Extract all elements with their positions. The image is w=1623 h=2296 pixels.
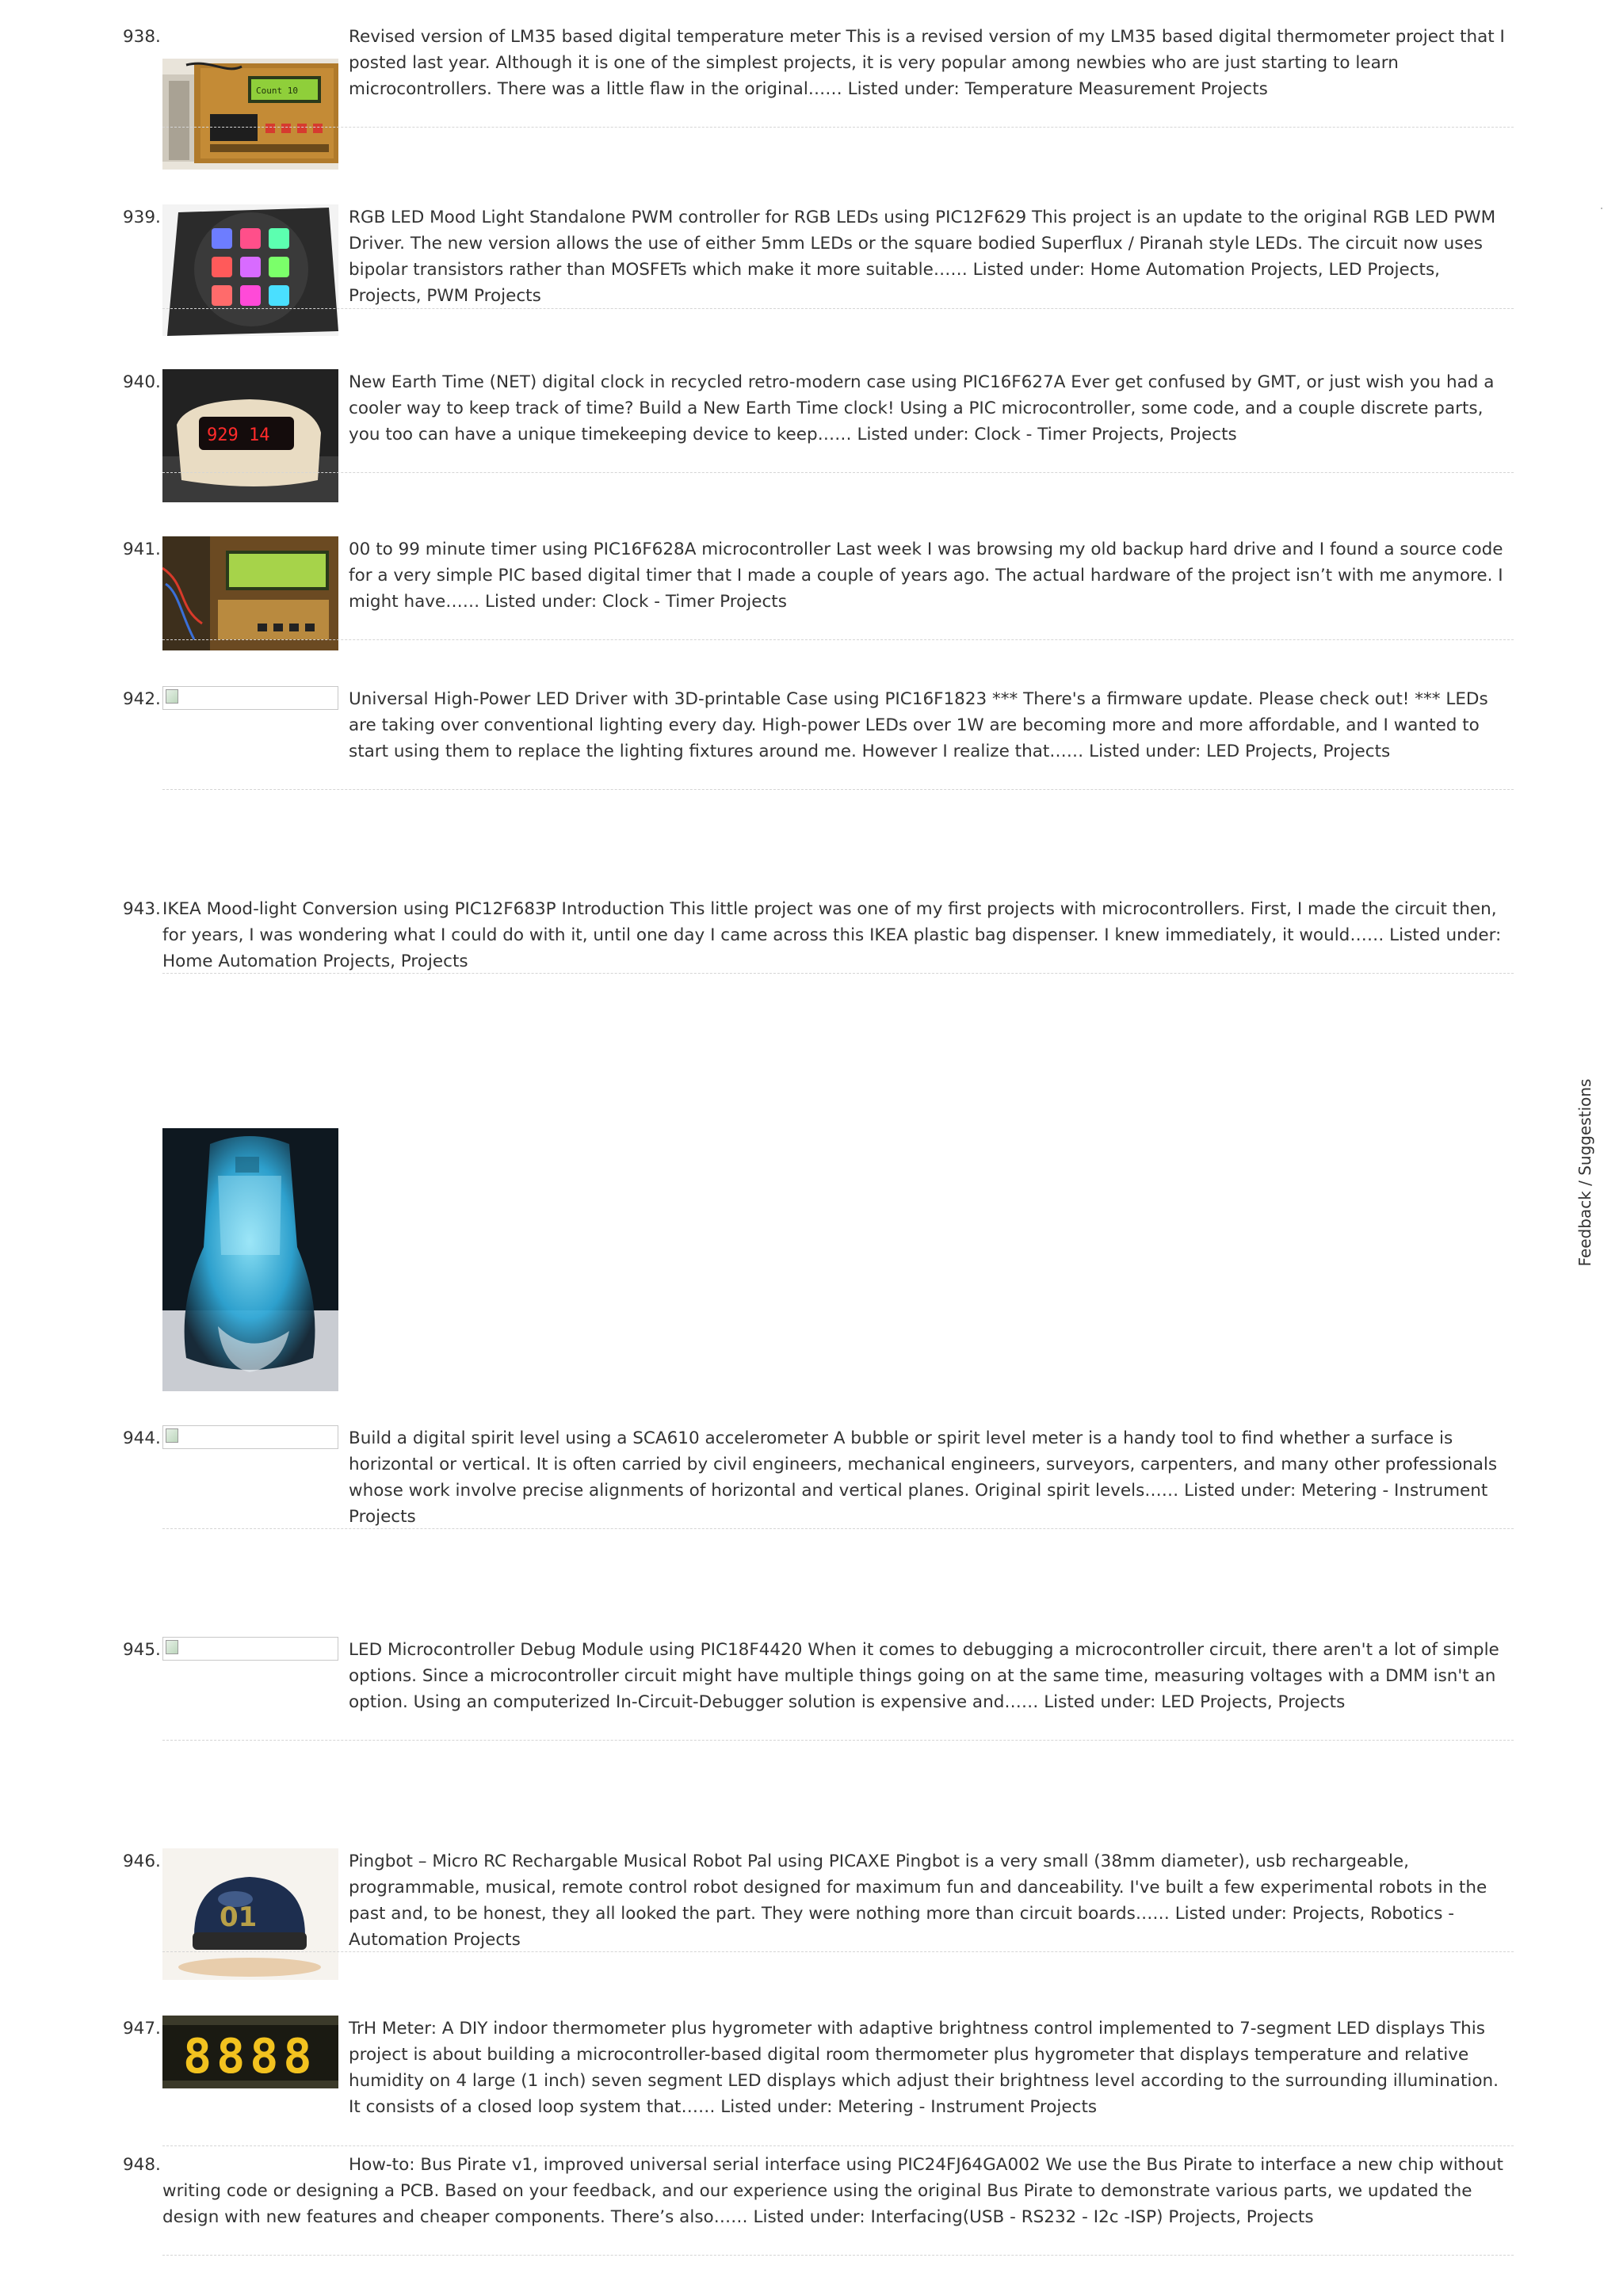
item-separator (162, 639, 1514, 640)
item-description[interactable]: New Earth Time (NET) digital clock in recycled retro-modern case using PIC16F627A Ever get confused by GMT, or just wish you had a cooler way to keep track of time? Build a New Earth Time clock! Using a PIC microcontroller, some code, and a couple discrete parts, you too can have a unique timekeeping device to keep…… Listed under: Clock - Timer Projects, Projects (349, 372, 1495, 444)
item-separator (162, 973, 1514, 974)
rgb-mood-light-photo (162, 204, 338, 336)
robot-label: 01 (220, 1901, 258, 1933)
seven-segment-display-photo (162, 2016, 338, 2088)
item-thumbnail[interactable] (162, 369, 338, 502)
item-thumbnail[interactable] (162, 59, 338, 170)
led-digits: 8888 (183, 2029, 317, 2084)
item-description[interactable]: Universal High-Power LED Driver with 3D-printable Case using PIC16F1823 *** There's a firmware update. Please check out! *** LEDs are taking over conventional lighting every day. High-power LEDs over 1W are becoming more and more affordable, and I wanted to start using them to replace the lighting fixtures around me. However I realize that…… Listed under: LED Projects, Projects (349, 689, 1488, 761)
item-thumbnail[interactable] (162, 1128, 338, 1391)
item-number: 945. (123, 1640, 161, 1660)
item-thumbnail[interactable] (162, 1848, 338, 1980)
thermometer-board-photo (162, 59, 338, 170)
clock-photo (162, 369, 338, 502)
clock-digits: 929 14 (207, 425, 270, 445)
ikea-mood-light-photo (162, 1128, 338, 1391)
broken-image-icon[interactable] (162, 1425, 338, 1449)
item-separator (162, 1528, 1514, 1529)
item-description[interactable]: Pingbot – Micro RC Rechargable Musical Robot Pal using PICAXE Pingbot is a very small (38mm diameter), usb rechargeable, programmable, musical, remote control robot designed for maximum fun and danceability. I've built a few experimental robots in the past and, to be honest, they all looked the part. They were nothing more than circuit boards…… Listed under: Projects, Robotics - Automation Projects (349, 1852, 1487, 1950)
item-thumbnail[interactable] (162, 536, 338, 650)
feedback-label: Feedback / Suggestions (1575, 1078, 1594, 1267)
item-description[interactable]: TrH Meter: A DIY indoor thermometer plus hygrometer with adaptive brightness control implemented to 7-segment LED displays This project is about building a microcontroller-based digital room thermometer plus hygrometer that displays temperature and relative humidity on 4 large (1 inch) seven segment LED displays which adjust their brightness level according to the surrounding illumination. It consists of a closed loop system that…… Listed under: Metering - Instrument Projects (349, 2019, 1499, 2117)
item-separator (162, 2145, 1514, 2146)
item-separator (162, 472, 1514, 473)
broken-image-icon[interactable] (162, 1637, 338, 1661)
item-description[interactable]: LED Microcontroller Debug Module using PIC18F4420 When it comes to debugging a microcontroller circuit, there aren't a lot of simple options. Since a microcontroller circuit might have multiple things going on at the same time, measuring voltages with a DMM isn't an option. Using an computerized In-Circuit-Debugger solution is expensive and…… Listed under: LED Projects, Projects (349, 1640, 1499, 1712)
item-description[interactable]: 00 to 99 minute timer using PIC16F628A microcontroller Last week I was browsing my old backup hard drive and I found a source code for a very simple PIC based digital timer that I made a couple of years ago. The actual hardware of the project isn’t with me anymore. I might have…… Listed under: Clock - Timer Projects (349, 540, 1503, 612)
item-number: 946. (123, 1852, 161, 1871)
item-thumbnail[interactable] (162, 204, 338, 336)
item-number: 941. (123, 540, 161, 559)
item-description[interactable]: RGB LED Mood Light Standalone PWM controller for RGB LEDs using PIC12F629 This project is an update to the original RGB LED PWM Driver. The new version allows the use of either 5mm LEDs or the square bodied Superflux / Piranah style LEDs. The circuit now uses bipolar transistors rather than MOSFETs which make it more suitable…… Listed under: Home Automation Projects, LED Projects, Projects, PWM Projects (349, 208, 1496, 306)
item-separator (162, 308, 1514, 309)
timer-board-photo (162, 536, 338, 650)
item-number: 940. (123, 372, 161, 392)
decorative-dot (1601, 208, 1602, 209)
item-number: 947. (123, 2019, 161, 2039)
item-separator (162, 1740, 1514, 1741)
item-number: 942. (123, 689, 161, 709)
item-description[interactable]: How-to: Bus Pirate v1, improved universal serial interface using PIC24FJ64GA002 We use the Bus Pirate to interface a new chip without writing code or designing a PCB. Based on your feedback, and our experience using the original Bus Pirate to demonstrate various parts, we updated the design with new features and cheaper components. There’s also…… Listed under: Interfacing(USB - RS232 - I2c -ISP) Projects, Projects (162, 2155, 1503, 2227)
item-number: 944. (123, 1428, 161, 1448)
item-separator (162, 2255, 1514, 2256)
item-number: 939. (123, 208, 161, 227)
item-description[interactable]: Build a digital spirit level using a SCA610 accelerometer A bubble or spirit level meter is a handy tool to find whether a surface is horizontal or vertical. It is often carried by civil engineers, mechanical engineers, surveyors, carpenters, and many other professionals whose work involve precise alignments of horizontal and vertical planes. Original spirit levels…… Listed under: Metering - Instrument Projects (349, 1428, 1498, 1527)
item-number: 943. (123, 899, 161, 919)
item-separator (162, 1951, 1514, 1952)
broken-image-icon[interactable] (162, 686, 338, 710)
item-thumbnail[interactable] (162, 2016, 338, 2088)
item-description[interactable]: IKEA Mood-light Conversion using PIC12F683P Introduction This little project was one of my first projects with microcontrollers. First, I made the circuit then, for years, I was wondering what I could do with it, until one day I came across this IKEA plastic bag dispenser. I knew immediately, it would…… Listed under: Home Automation Projects, Projects (162, 899, 1502, 971)
feedback-suggestions-tab[interactable] (1573, 1078, 1597, 1267)
item-number: 938. (123, 27, 161, 47)
item-separator (162, 789, 1514, 790)
item-separator (162, 127, 1514, 128)
pingbot-robot-photo (162, 1848, 338, 1980)
item-description[interactable]: Revised version of LM35 based digital temperature meter This is a revised version of my LM35 based digital thermometer project that I posted last year. Although it is one of the simplest projects, it is very popular among newbies who are just starting to learn microcontrollers. There was a little flaw in the original…… Listed under: Temperature Measurement Projects (349, 27, 1505, 99)
lcd-text: Count 10 (256, 86, 298, 96)
item-number: 948. (123, 2155, 161, 2175)
